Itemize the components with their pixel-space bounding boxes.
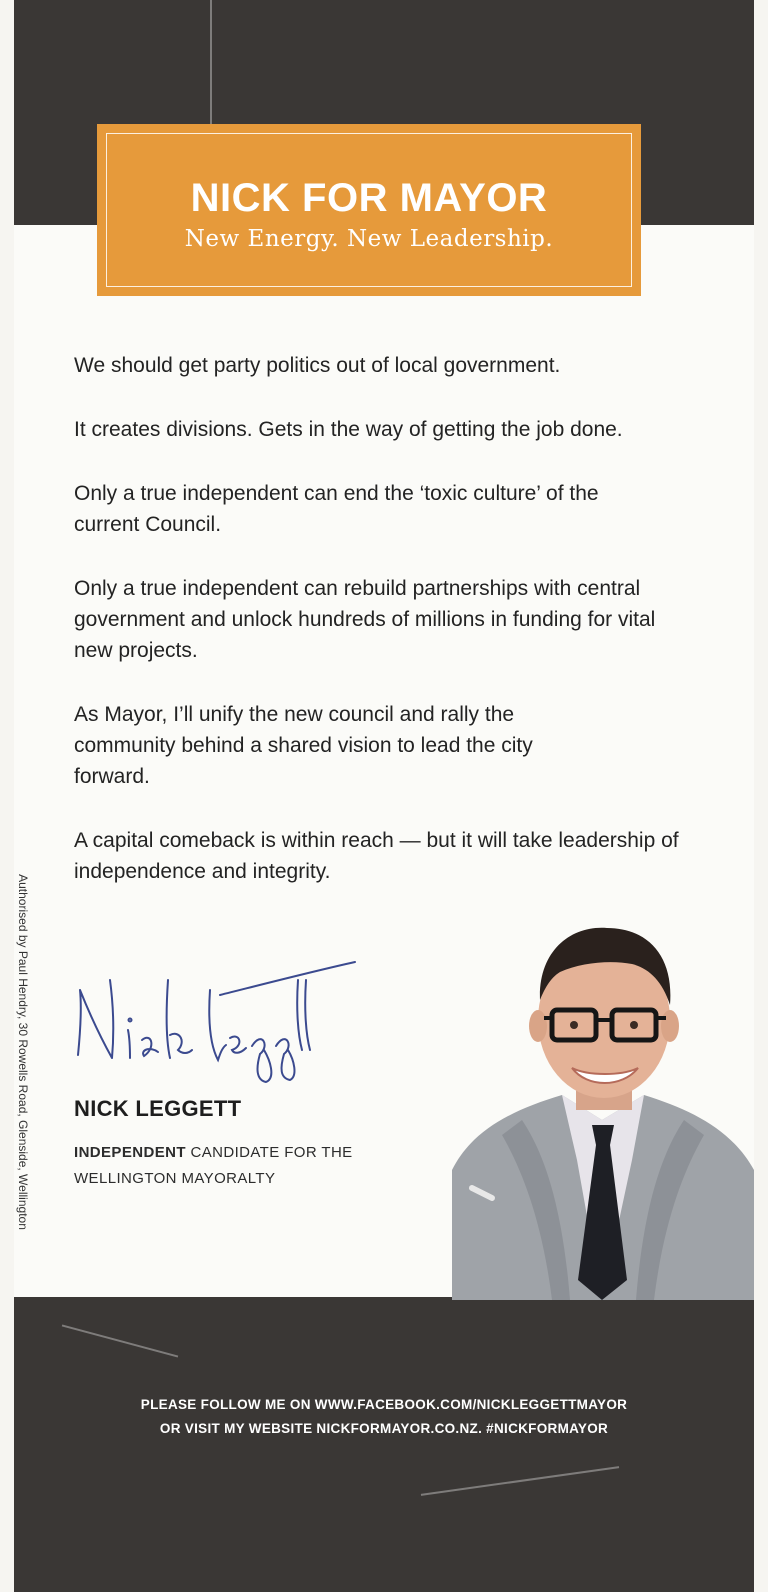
paragraph: Only a true independent can rebuild partnerships with central government and unlock hundreds of millions in funding for vital new projects.: [74, 577, 656, 662]
paragraph: As Mayor, I’ll unify the new council and rally the community behind a shared vision to lead the city forward.: [74, 703, 533, 788]
candidate-role: [74, 1140, 454, 1192]
candidate-role-line1: [74, 1140, 454, 1166]
banner-title: NICK FOR MAYOR: [190, 176, 548, 220]
footer-line-website: OR VISIT MY WEBSITE NICKFORMAYOR.CO.NZ. #NICKFORMAYOR: [159, 1421, 609, 1436]
paragraph: Only a true independent can end the ‘toxic culture’ of the current Council.: [74, 482, 599, 536]
candidate-status: INDEPENDENT: [74, 1144, 186, 1161]
authorisation-statement: Authorised by Paul Hendry, 30 Rowells Road, Glenside, Wellington: [16, 874, 30, 1230]
candidate-role-line2: WELLINGTON MAYORALTY: [74, 1170, 276, 1187]
footer-line-facebook: PLEASE FOLLOW ME ON WWW.FACEBOOK.COM/NICKLEGGETTMAYOR: [140, 1397, 628, 1412]
campaign-banner: [97, 124, 641, 296]
body-text: [74, 350, 679, 920]
banner-tagline: New Energy. New Leadership.: [184, 226, 554, 252]
paragraph: A capital comeback is within reach — but it will take leadership of independence and integrity.: [74, 829, 679, 883]
candidate-name: NICK LEGGETT: [74, 1096, 242, 1121]
paragraph: It creates divisions. Gets in the way of getting the job done.: [74, 418, 623, 441]
paragraph: We should get party politics out of local government.: [74, 354, 561, 377]
candidate-role-text: CANDIDATE FOR THE: [185, 1144, 353, 1161]
footer-text: [30, 1393, 738, 1441]
candidate-portrait: [452, 920, 754, 1300]
signature-image: [70, 950, 360, 1090]
